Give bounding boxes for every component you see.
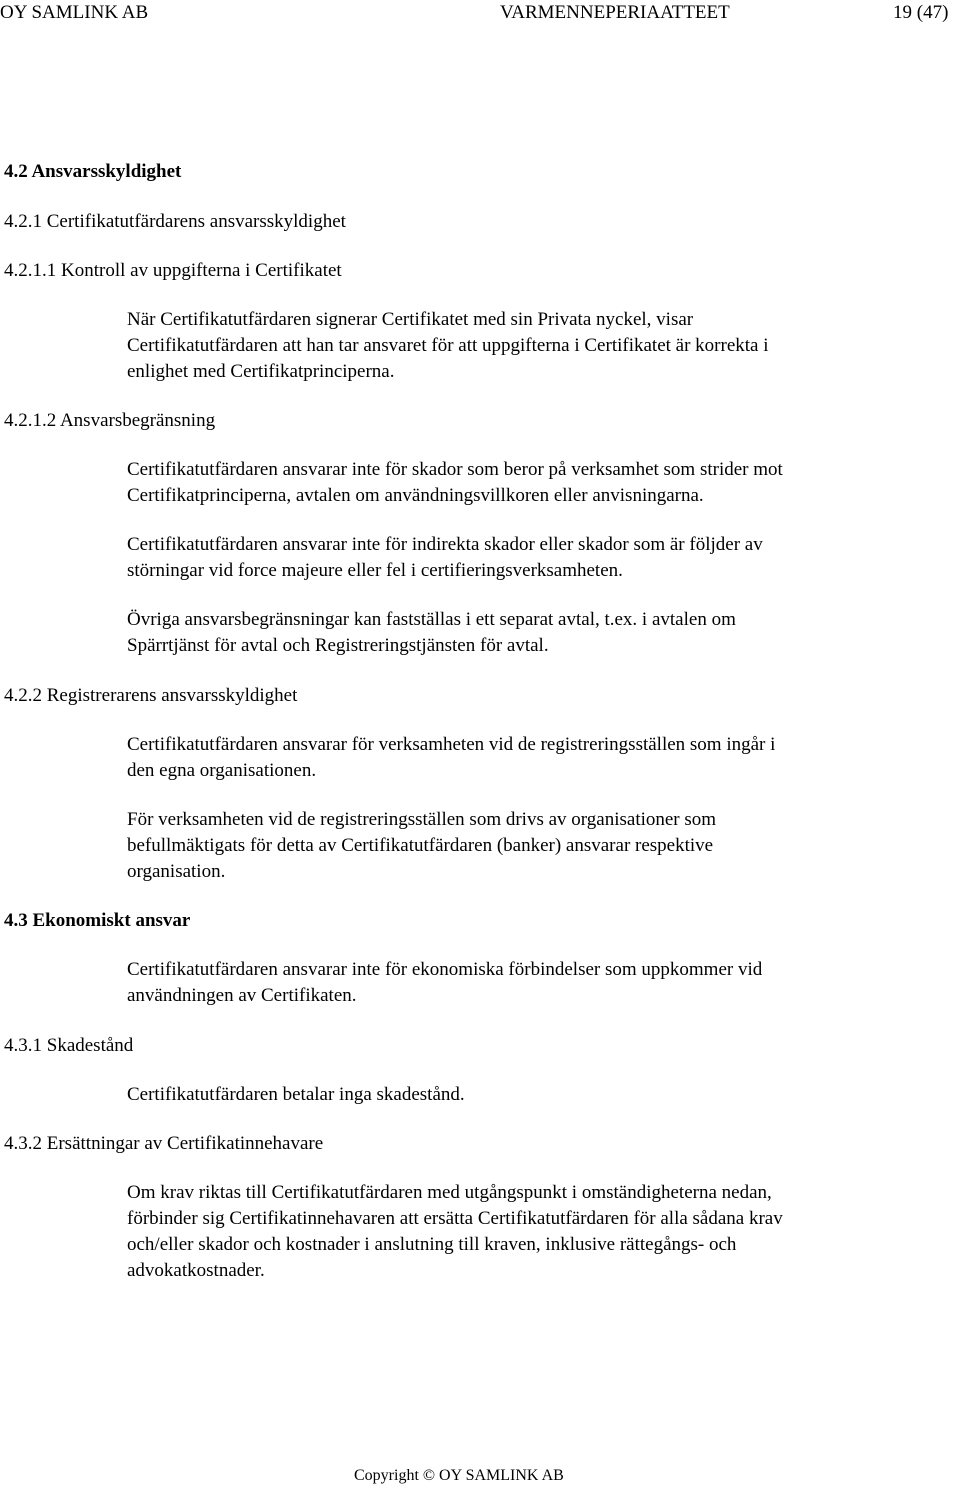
paragraph-line: Certifikatutfärdaren betalar inga skadestånd. bbox=[127, 1084, 465, 1105]
paragraph-line: den egna organisationen. bbox=[127, 760, 317, 781]
section-heading-4-2-1-2: 4.2.1.2 Ansvarsbegränsning bbox=[4, 410, 216, 431]
paragraph-line: Om krav riktas till Certifikatutfärdaren med utgångspunkt i omständigheterna nedan, bbox=[127, 1182, 772, 1203]
section-heading-4-3: 4.3 Ekonomiskt ansvar bbox=[4, 910, 191, 931]
section-heading-4-2: 4.2 Ansvarsskyldighet bbox=[4, 161, 182, 182]
paragraph-line: Certifikatutfärdaren ansvarar för verksamheten vid de registreringsställen som ingår i bbox=[127, 734, 776, 755]
paragraph-line: När Certifikatutfärdaren signerar Certifikatet med sin Privata nyckel, visar bbox=[127, 309, 694, 330]
paragraph-line: Certifikatprinciperna, avtalen om användningsvillkoren eller anvisningarna. bbox=[127, 485, 704, 506]
paragraph-line: förbinder sig Certifikatinnehavaren att ersätta Certifikatutfärdaren för alla sådana krav bbox=[127, 1208, 783, 1229]
section-heading-4-2-2: 4.2.2 Registrerarens ansvarsskyldighet bbox=[4, 685, 298, 706]
header-document-title: VARMENNEPERIAATTEET bbox=[500, 2, 730, 23]
paragraph-line: Spärrtjänst för avtal och Registreringstjänsten för avtal. bbox=[127, 635, 549, 656]
section-heading-4-3-1: 4.3.1 Skadestånd bbox=[4, 1035, 134, 1056]
paragraph-line: och/eller skador och kostnader i anslutning till kraven, inklusive rättegångs- och bbox=[127, 1234, 737, 1255]
section-heading-4-2-1: 4.2.1 Certifikatutfärdarens ansvarsskyldighet bbox=[4, 211, 346, 232]
header-company: OY SAMLINK AB bbox=[0, 2, 149, 23]
paragraph-line: Certifikatutfärdaren ansvarar inte för skador som beror på verksamhet som strider mot bbox=[127, 459, 783, 480]
paragraph-line: Övriga ansvarsbegränsningar kan fastställas i ett separat avtal, t.ex. i avtalen om bbox=[127, 609, 736, 630]
section-heading-4-2-1-1: 4.2.1.1 Kontroll av uppgifterna i Certifikatet bbox=[4, 260, 342, 281]
paragraph-line: Certifikatutfärdaren att han tar ansvaret för att uppgifterna i Certifikatet är korrekta i bbox=[127, 335, 769, 356]
header-page-number: 19 (47) bbox=[893, 2, 949, 23]
paragraph-line: användningen av Certifikaten. bbox=[127, 985, 357, 1006]
paragraph-line: organisation. bbox=[127, 861, 226, 882]
paragraph-line: Certifikatutfärdaren ansvarar inte för ekonomiska förbindelser som uppkommer vid bbox=[127, 959, 763, 980]
paragraph-line: Certifikatutfärdaren ansvarar inte för indirekta skador eller skador som är följder av bbox=[127, 534, 763, 555]
section-heading-4-3-2: 4.3.2 Ersättningar av Certifikatinnehavare bbox=[4, 1133, 324, 1154]
paragraph-line: För verksamheten vid de registreringsställen som drivs av organisationer som bbox=[127, 809, 717, 830]
paragraph-line: advokatkostnader. bbox=[127, 1260, 265, 1281]
paragraph-line: befullmäktigats för detta av Certifikatutfärdaren (banker) ansvarar respektive bbox=[127, 835, 714, 856]
paragraph-line: enlighet med Certifikatprinciperna. bbox=[127, 361, 395, 382]
footer-copyright: Copyright © OY SAMLINK AB bbox=[354, 1467, 564, 1484]
paragraph-line: störningar vid force majeure eller fel i certifieringsverksamheten. bbox=[127, 560, 623, 581]
